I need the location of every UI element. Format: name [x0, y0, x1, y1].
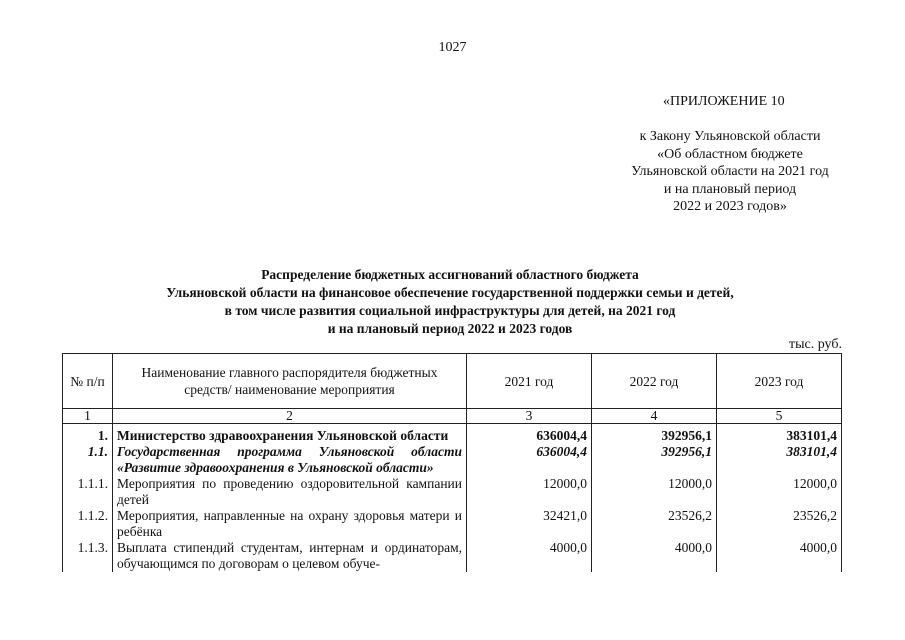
table-row	[63, 540, 842, 572]
value-2021: 4000,0	[467, 540, 592, 572]
title-line: и на плановый период 2022 и 2023 годов	[327, 321, 573, 336]
column-number: 5	[717, 409, 842, 424]
value-2021: 12000,0	[467, 476, 592, 508]
table-row	[63, 444, 842, 476]
value-2023: 383101,4	[717, 424, 842, 445]
law-ref-line: к Закону Ульяновской области	[639, 129, 821, 144]
value-2022: 392956,1	[592, 424, 717, 445]
column-number: 3	[467, 409, 592, 424]
column-number: 2	[113, 409, 467, 424]
law-ref-line: Ульяновской области на 2021 год	[631, 164, 829, 179]
row-number: 1.1.1.	[63, 476, 113, 508]
value-2023: 23526,2	[717, 508, 842, 540]
row-name: Мероприятия по проведению оздоровительной кампании детей	[113, 476, 467, 508]
title-line: в том числе развития социальной инфраструктуры для детей, на 2021 год	[224, 303, 676, 318]
header-2023: 2023 год	[717, 354, 842, 409]
law-ref-line: «Об областном бюджете	[657, 146, 803, 162]
title-line: Ульяновской области на финансовое обеспечение государственной поддержки семьи и детей,	[166, 285, 734, 300]
header-name: Наименование главного распорядителя бюджетных средств/ наименование мероприятия	[113, 354, 467, 409]
title-line: Распределение бюджетных ассигнований областного бюджета	[261, 267, 639, 282]
value-2023: 4000,0	[717, 540, 842, 572]
law-ref-line: и на плановый период	[663, 181, 797, 197]
value-2022: 23526,2	[592, 508, 717, 540]
row-name: Министерство здравоохранения Ульяновской области	[113, 424, 467, 445]
units-label: тыс. руб.	[789, 337, 842, 352]
value-2022: 4000,0	[592, 540, 717, 572]
value-2023: 12000,0	[717, 476, 842, 508]
row-name: Выплата стипендий студентам, интернам и ординаторам, обучающимся по договорам о целевом обуче-	[113, 540, 467, 572]
value-2021: 32421,0	[467, 508, 592, 540]
row-number: 1.1.2.	[63, 508, 113, 540]
row-name: Мероприятия, направленные на охрану здоровья матери и ребёнка	[113, 508, 467, 540]
header-2021: 2021 год	[467, 354, 592, 409]
table-header-row	[63, 354, 842, 409]
page-number: 1027	[438, 40, 467, 55]
value-2021: 636004,4	[467, 444, 592, 476]
column-number: 4	[592, 409, 717, 424]
row-number: 1.	[63, 424, 113, 445]
column-number-row	[63, 409, 842, 424]
header-2022: 2022 год	[592, 354, 717, 409]
row-number: 1.1.3.	[63, 540, 113, 572]
row-name: Государственная программа Ульяновской области «Развитие здравоохранения в Ульяновской области»	[113, 444, 467, 476]
budget-table	[62, 353, 842, 572]
value-2021: 636004,4	[467, 424, 592, 445]
law-ref-line: 2022 и 2023 годов»	[673, 199, 787, 214]
value-2022: 392956,1	[592, 444, 717, 476]
value-2022: 12000,0	[592, 476, 717, 508]
law-reference	[610, 128, 850, 216]
document-title	[100, 266, 800, 338]
table-row	[63, 508, 842, 540]
row-number: 1.1.	[63, 444, 113, 476]
header-number: № п/п	[63, 354, 113, 409]
appendix-title: «ПРИЛОЖЕНИЕ 10	[663, 94, 785, 109]
table-row	[63, 424, 842, 445]
column-number: 1	[63, 409, 113, 424]
table-row	[63, 476, 842, 508]
value-2023: 383101,4	[717, 444, 842, 476]
